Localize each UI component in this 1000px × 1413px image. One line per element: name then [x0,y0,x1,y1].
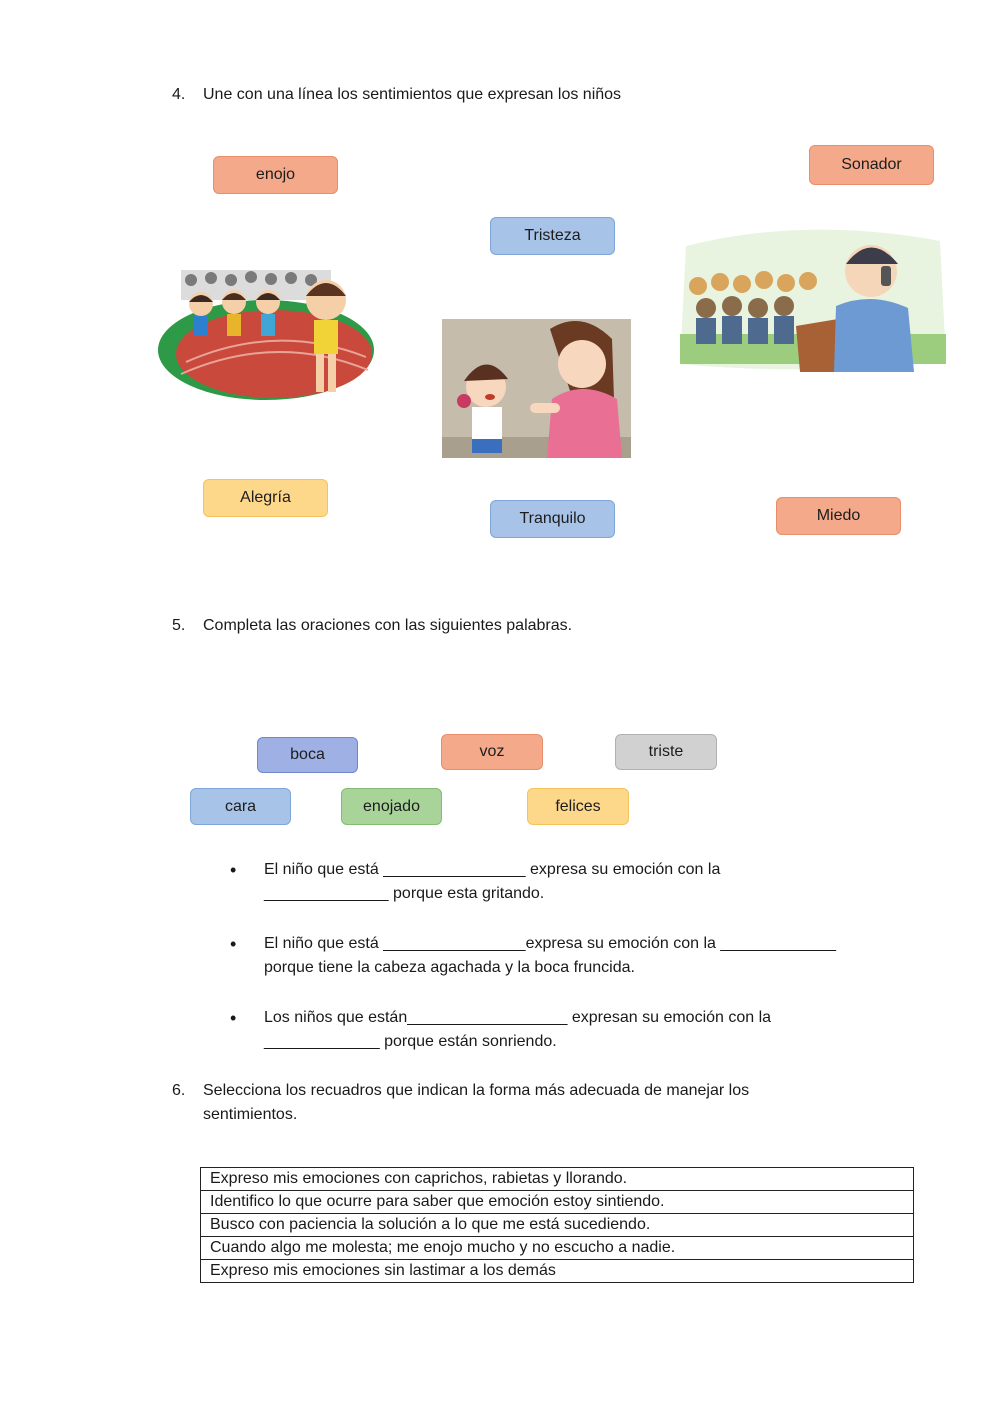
table-row[interactable] [201,1260,914,1283]
chip-miedo[interactable]: Miedo [776,497,901,535]
sentence-line: Los niños que están__________________ expresan su emoción con la [264,1009,772,1026]
word-triste[interactable]: triste [615,734,717,770]
angry-girl-illustration [442,319,631,458]
question-4 [172,83,621,107]
options-table [200,1167,914,1283]
sentence-line: ______________ porque esta gritando. [264,885,545,902]
sentence-line: _____________ porque están sonriendo. [264,1033,557,1050]
option-cell[interactable]: Busco con paciencia la solución a lo que me está sucediendo. [201,1214,914,1237]
question-text-line: Selecciona los recuadros que indican la forma más adecuada de manejar los [203,1082,750,1099]
option-cell[interactable]: Cuando algo me molesta; me enojo mucho y no escucho a nadie. [201,1237,914,1260]
question-number: 4. [172,86,186,103]
sentence-line: El niño que está ________________ expresa su emoción con la [264,861,721,878]
question-number: 6. [172,1082,186,1099]
bullet-dot: • [230,1008,237,1028]
word-felices[interactable]: felices [527,788,629,825]
question-number: 5. [172,617,186,634]
sentence-line: El niño que está ________________expresa su emoción con la _____________ [264,935,837,952]
chip-sonador[interactable]: Sonador [809,145,934,185]
bullet-dot: • [230,860,237,880]
question-6 [172,1079,749,1127]
table-row[interactable] [201,1168,914,1191]
question-5 [172,614,572,638]
race-children-illustration [156,262,376,407]
question-text: Une con una línea los sentimientos que expresan los niños [203,86,622,103]
word-boca[interactable]: boca [257,737,358,773]
word-enojado[interactable]: enojado [341,788,442,825]
table-row[interactable] [201,1237,914,1260]
option-cell[interactable]: Expreso mis emociones sin lastimar a los demás [201,1260,914,1283]
option-cell[interactable]: Expreso mis emociones con caprichos, rabietas y llorando. [201,1168,914,1191]
word-cara[interactable]: cara [190,788,291,825]
question-text: Completa las oraciones con las siguientes palabras. [203,617,573,634]
sentence-line: porque tiene la cabeza agachada y la boca fruncida. [264,959,635,976]
table-row[interactable] [201,1214,914,1237]
chip-tristeza[interactable]: Tristeza [490,217,615,255]
nervous-speaker-illustration [676,226,950,373]
chip-enojo[interactable]: enojo [213,156,338,194]
chip-alegria[interactable]: Alegría [203,479,328,517]
word-voz[interactable]: voz [441,734,543,770]
question-text-line: sentimientos. [203,1106,298,1123]
table-row[interactable] [201,1191,914,1214]
bullet-dot: • [230,934,237,954]
chip-tranquilo[interactable]: Tranquilo [490,500,615,538]
option-cell[interactable]: Identifico lo que ocurre para saber que emoción estoy sintiendo. [201,1191,914,1214]
